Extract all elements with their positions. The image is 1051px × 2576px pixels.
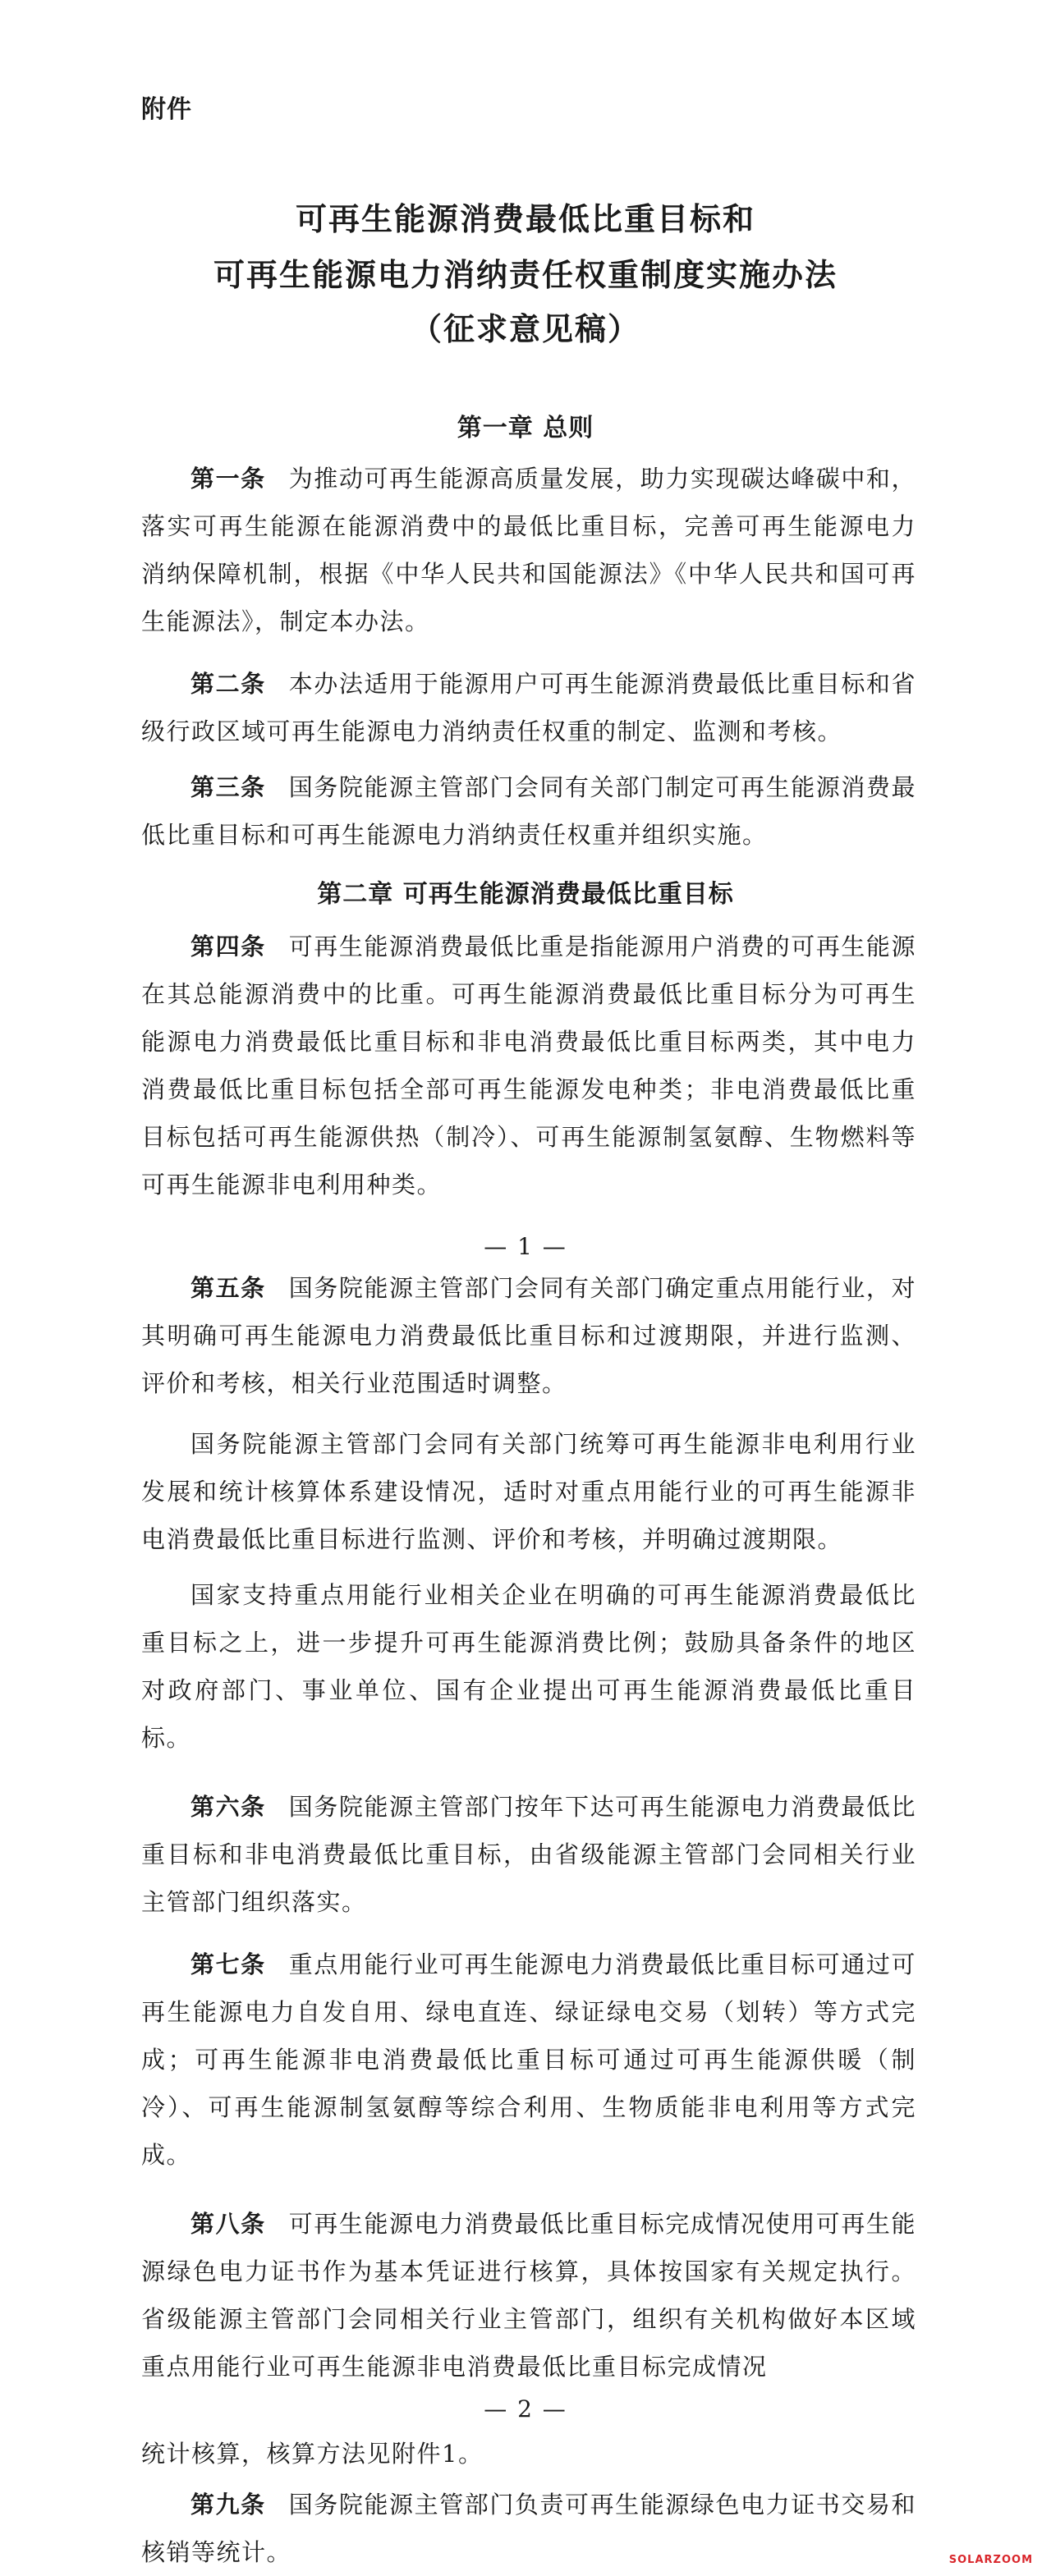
article-9-text: 国务院能源主管部门负责可再生能源绿色电力证书交易和核销等统计。 — [141, 2491, 916, 2566]
article-7-text: 重点用能行业可再生能源电力消费最低比重目标可通过可再生能源电力自发自用、绿电直连、绿证绿电交易（划转）等方式完成；可再生能源非电消费最低比重目标可通过可再生能源供暖（制冷）、可再生能源制氢氨醇等综合利用、生物质能非电利用等方式完成。 — [141, 1950, 916, 2169]
article-5-label: 第五条 — [190, 1274, 266, 1302]
article-2-label: 第二条 — [190, 670, 266, 698]
article-4-label: 第四条 — [190, 933, 266, 960]
article-4-text: 可再生能源消费最低比重是指能源用户消费的可再生能源在其总能源消费中的比重。可再生能源消费最低比重目标分为可再生能源电力消费最低比重目标和非电消费最低比重目标两类，其中电力消费最低比重目标包括全部可再生能源发电种类；非电消费最低比重目标包括可再生能源供热（制冷）、可再生能源制氢氨醇、生物燃料等可再生能源非电利用种类。 — [141, 933, 916, 1199]
page-number-2: — 2 — — [484, 2395, 567, 2422]
article-7-label: 第七条 — [190, 1950, 266, 1978]
article-6-label: 第六条 — [190, 1793, 266, 1821]
article-5 — [141, 1264, 916, 1407]
title-line-3: （征求意见稿） — [410, 311, 640, 347]
article-7 — [141, 1941, 916, 2179]
article-9-label: 第九条 — [190, 2491, 266, 2519]
attachment-label: 附件 — [141, 95, 192, 124]
article-8-continuation: 统计核算，核算方法见附件1。 — [141, 2440, 484, 2468]
title-line-2: 可再生能源电力消纳责任权重制度实施办法 — [213, 257, 838, 293]
title-line-1: 可再生能源消费最低比重目标和 — [295, 201, 755, 237]
article-5-text: 国务院能源主管部门会同有关部门确定重点用能行业，对其明确可再生能源电力消费最低比重目标和过渡期限，并进行监测、评价和考核，相关行业范围适时调整。 — [141, 1274, 916, 1397]
article-1-label: 第一条 — [190, 465, 266, 493]
article-1 — [141, 455, 916, 645]
article-8-label: 第八条 — [190, 2210, 266, 2238]
article-3-text: 国务院能源主管部门会同有关部门制定可再生能源消费最低比重目标和可再生能源电力消纳责任权重并组织实施。 — [141, 773, 916, 849]
article-9 — [141, 2481, 916, 2576]
page-number-1: — 1 — — [484, 1233, 567, 1260]
article-8-text: 可再生能源电力消费最低比重目标完成情况使用可再生能源绿色电力证书作为基本凭证进行核算，具体按国家有关规定执行。省级能源主管部门会同相关行业主管部门，组织有关机构做好本区域重点用能行业可再生能源非电消费最低比重目标完成情况 — [141, 2210, 916, 2381]
article-1-text: 为推动可再生能源高质量发展，助力实现碳达峰碳中和，落实可再生能源在能源消费中的最低比重目标，完善可再生能源电力消纳保障机制，根据《中华人民共和国能源法》《中华人民共和国可再生能源法》，制定本办法。 — [141, 465, 916, 635]
solarzoom-watermark: SOLARZOOM — [948, 2554, 1033, 2566]
article-6 — [141, 1783, 916, 1926]
article-8 — [141, 2200, 916, 2390]
chapter-2-heading: 第二章 可再生能源消费最低比重目标 — [317, 880, 734, 909]
article-6-text: 国务院能源主管部门按年下达可再生能源电力消费最低比重目标和非电消费最低比重目标，由省级能源主管部门会同相关行业主管部门组织落实。 — [141, 1793, 916, 1916]
chapter-1-heading: 第一章 总则 — [457, 414, 594, 442]
article-5-paragraph-3: 国家支持重点用能行业相关企业在明确的可再生能源消费最低比重目标之上，进一步提升可再生能源消费比例；鼓励具备条件的地区对政府部门、事业单位、国有企业提出可再生能源消费最低比重目标。 — [141, 1581, 916, 1752]
article-3 — [141, 763, 916, 859]
article-3-label: 第三条 — [190, 773, 266, 801]
article-4 — [141, 923, 916, 1208]
article-2-text: 本办法适用于能源用户可再生能源消费最低比重目标和省级行政区域可再生能源电力消纳责任权重的制定、监测和考核。 — [141, 670, 916, 745]
article-2 — [141, 660, 916, 755]
article-5-paragraph-2: 国务院能源主管部门会同有关部门统筹可再生能源非电利用行业发展和统计核算体系建设情况，适时对重点用能行业的可再生能源非电消费最低比重目标进行监测、评价和考核，并明确过渡期限。 — [141, 1430, 916, 1553]
